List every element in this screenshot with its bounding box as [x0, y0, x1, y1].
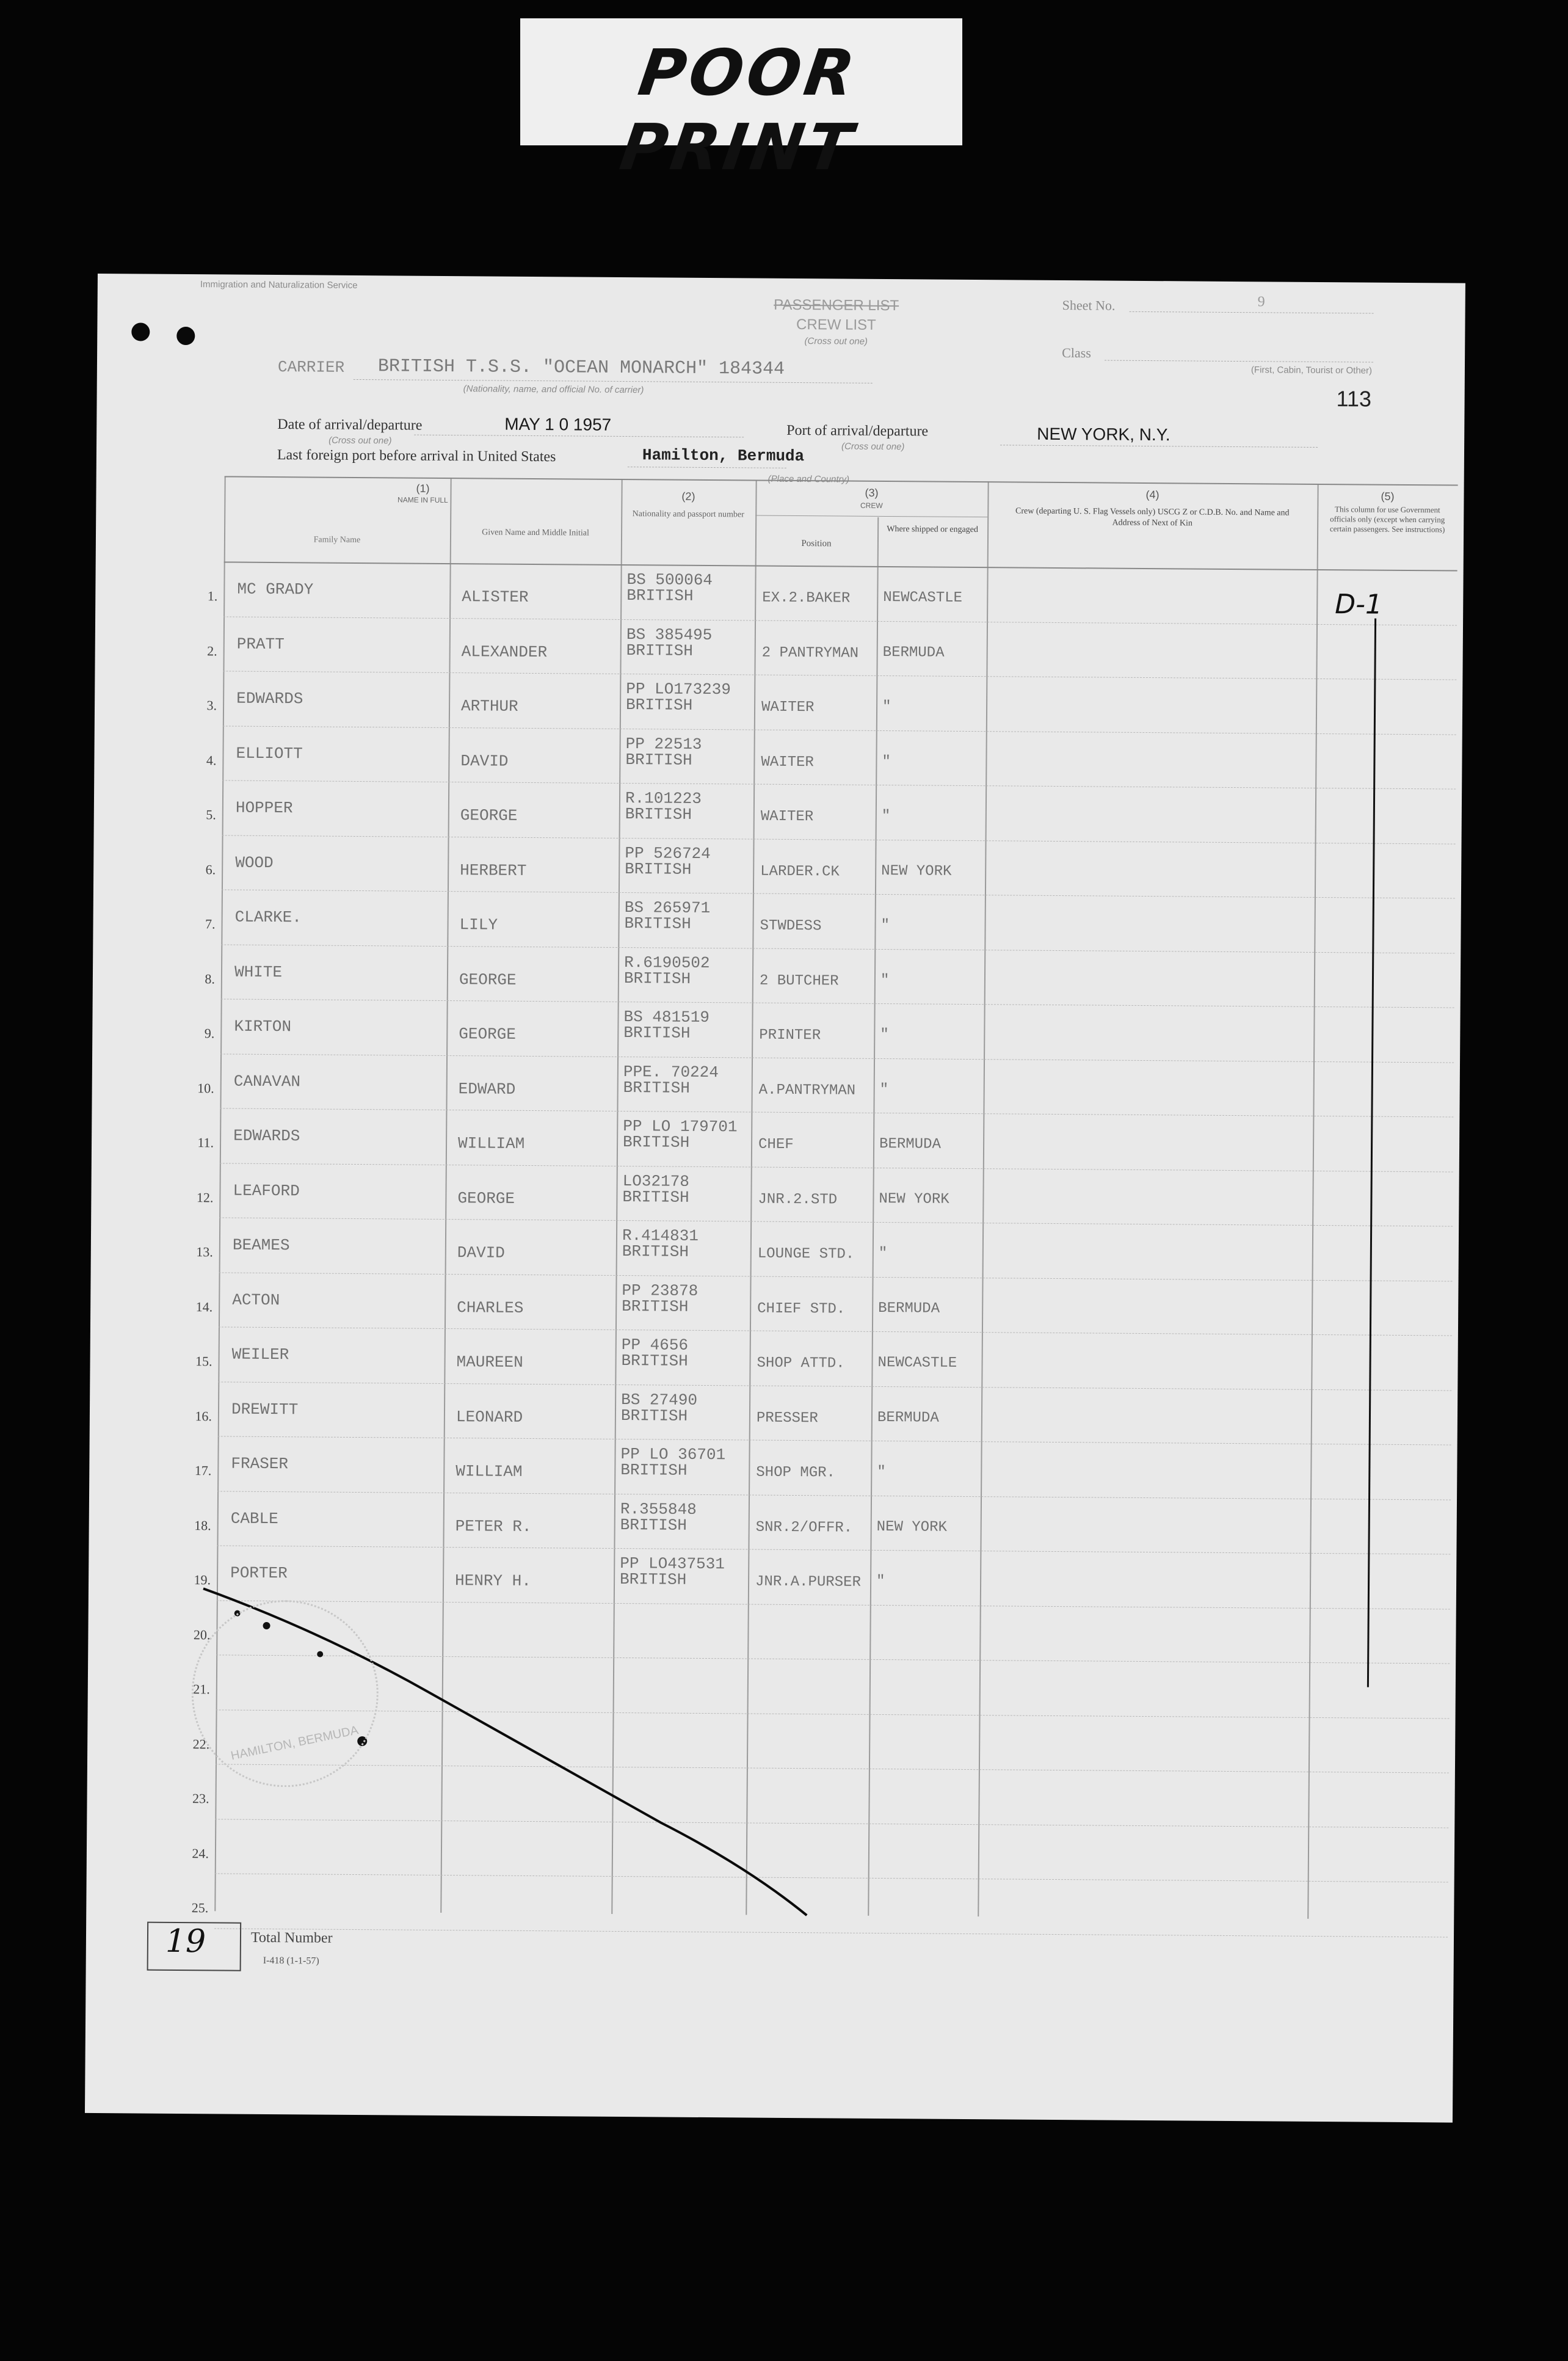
crew-position: JNR.2.STD [758, 1191, 838, 1208]
nationality: BRITISH [625, 696, 693, 715]
carrier-label: CARRIER [277, 358, 345, 377]
row-number: 14. [195, 1298, 213, 1314]
nationality: BRITISH [623, 1078, 691, 1097]
row-number: 5. [206, 807, 216, 823]
family-name: KIRTON [234, 1017, 292, 1036]
form-number: I-418 (1-1-57) [263, 1955, 319, 1966]
crew-list-sheet [85, 274, 1465, 2123]
crew-position: WAITER [761, 699, 815, 716]
crew-position: LARDER.CK [760, 863, 840, 881]
col3-title: CREW [860, 501, 883, 510]
row-number: 15. [195, 1353, 212, 1369]
crew-position: PRESSER [756, 1410, 818, 1427]
nationality: BRITISH [619, 1570, 687, 1589]
crew-position: LOUNGE STD. [757, 1245, 855, 1263]
nationality: BRITISH [624, 914, 691, 933]
nationality: BRITISH [622, 1133, 690, 1152]
row-number: 19. [194, 1572, 211, 1588]
family-name: MC GRADY [237, 580, 314, 599]
passenger-list-title: PASSENGER LIST [774, 296, 899, 315]
punch-hole-icon [176, 327, 195, 345]
row-separator [223, 616, 1457, 625]
given-name: GEORGE [460, 806, 518, 825]
row-number: 6. [205, 861, 216, 877]
crew-position: PRINTER [759, 1027, 821, 1044]
where-shipped: BERMUDA [882, 644, 945, 661]
row-number: 13. [196, 1244, 213, 1260]
passport-number: PPE. 70224 [623, 1062, 719, 1082]
passport-number: LO32178 [622, 1171, 689, 1191]
poor-print-label: POOR PRINT [615, 35, 863, 184]
row-separator [221, 999, 1454, 1008]
row-number: 17. [194, 1463, 212, 1479]
where-shipped: " [876, 1573, 885, 1590]
class-hint: (First, Cabin, Tourist or Other) [1250, 365, 1373, 376]
total-label: Total Number [250, 1929, 333, 1946]
passport-number: PP LO 179701 [623, 1117, 738, 1137]
nationality: BRITISH [620, 1461, 688, 1480]
class-line [1105, 360, 1373, 363]
col4-number: (4) [1145, 488, 1160, 501]
sheet-label: Sheet No. [1062, 297, 1116, 313]
where-shipped: " [877, 1463, 886, 1481]
last-port-value: Hamilton, Bermuda [642, 446, 805, 466]
col-border [868, 517, 879, 1916]
where-shipped: " [879, 1081, 889, 1098]
crew-position: STWDESS [760, 917, 822, 935]
given-name: HENRY H. [454, 1571, 532, 1591]
crew-position: CHEF [758, 1136, 794, 1153]
family-name: WEILER [231, 1345, 289, 1364]
row-number: 9. [204, 1025, 215, 1041]
table-header-border [224, 561, 1457, 571]
row-separator [218, 1436, 1451, 1445]
nationality: BRITISH [622, 1242, 689, 1261]
row-separator [221, 944, 1454, 953]
where-shipped: BERMUDA [877, 1409, 939, 1427]
row-separator [222, 780, 1456, 789]
crew-position: WAITER [760, 808, 814, 826]
title-hint: (Cross out one) [804, 336, 868, 347]
row-number: 21. [193, 1681, 210, 1697]
where-shipped: NEWCASTLE [883, 589, 963, 606]
row-number: 23. [192, 1791, 209, 1806]
row-separator [222, 835, 1456, 844]
passport-number: PP 23878 [622, 1281, 699, 1300]
crew-subheader-border [755, 515, 987, 518]
row-number: 24. [192, 1845, 209, 1861]
family-name: HOPPER [235, 798, 293, 818]
carrier-value: BRITISH T.S.S. "OCEAN MONARCH" 184344 [377, 356, 785, 380]
where-shipped: " [882, 698, 891, 716]
where-shipped: NEW YORK [881, 862, 952, 880]
given-name: DAVID [457, 1243, 505, 1262]
family-name: PRATT [236, 635, 285, 653]
carrier-hint: (Nationality, name, and official No. of carrier) [463, 384, 644, 396]
row-separator [223, 726, 1456, 735]
arrival-line [414, 435, 744, 438]
given-name: DAVID [460, 751, 509, 771]
where-shipped: " [881, 807, 891, 825]
port-label: Port of arrival/departure [786, 422, 929, 440]
sheet-line [1130, 311, 1374, 314]
port-line [1000, 445, 1318, 448]
row-number: 12. [196, 1189, 214, 1205]
last-port-line [628, 467, 786, 468]
given-name: CHARLES [457, 1298, 524, 1317]
row-number: 11. [197, 1135, 214, 1151]
row-number: 22. [192, 1736, 210, 1752]
nationality: BRITISH [625, 750, 692, 769]
passport-number: BS 27490 [621, 1390, 698, 1410]
row-number: 4. [206, 752, 217, 768]
family-name: ELLIOTT [236, 744, 303, 763]
passport-number: PP 526724 [625, 843, 711, 863]
passport-number: PP LO 36701 [620, 1445, 726, 1464]
passport-number: BS 481519 [623, 1008, 710, 1027]
col1-title: NAME IN FULL [397, 495, 448, 505]
passport-number: PP LO173239 [626, 680, 731, 699]
crew-position: EX.2.BAKER [762, 589, 851, 607]
crew-position: SNR.2/OFFR. [755, 1519, 853, 1537]
given-name: HERBERT [460, 860, 527, 880]
crew-position: 2 PANTRYMAN [761, 644, 859, 662]
where-shipped: " [882, 753, 891, 770]
given-name: WILLIAM [457, 1134, 525, 1153]
arrival-hint: (Cross out one) [328, 435, 392, 446]
family-name: WHITE [234, 962, 283, 981]
family-name: PORTER [230, 1563, 288, 1583]
col3a-header: Position [801, 539, 832, 549]
where-shipped: NEW YORK [876, 1518, 948, 1536]
crew-position: CHIEF STD. [757, 1300, 846, 1318]
family-name: CLARKE. [234, 908, 302, 927]
where-shipped: NEW YORK [879, 1190, 949, 1208]
nationality: BRITISH [620, 1406, 688, 1425]
nationality: BRITISH [626, 641, 694, 660]
where-shipped: BERMUDA [879, 1135, 941, 1153]
row-separator [219, 1217, 1453, 1226]
col1b-header: Given Name and Middle Initial [482, 528, 589, 538]
nationality: BRITISH [622, 1187, 689, 1207]
arrival-label: Date of arrival/departure [277, 417, 423, 434]
crew-list-title: CREW LIST [796, 316, 876, 333]
crew-position: SHOP ATTD. [757, 1355, 845, 1372]
col2-number: (2) [681, 490, 695, 503]
crew-position: WAITER [761, 754, 814, 771]
passport-number: PP LO437531 [620, 1554, 725, 1574]
family-name: WOOD [235, 853, 274, 872]
d1-mark: D-1 [1335, 589, 1383, 620]
row-number: 10. [197, 1080, 214, 1096]
col4-title: Crew (departing U. S. Flag Vessels only) USCG Z or C.D.B. No. and Name and Address of Next of Kin [1015, 506, 1290, 528]
passport-number: BS 265971 [624, 898, 711, 918]
row-number: 8. [205, 970, 216, 986]
agency-name: Immigration and Naturalization Service [200, 279, 358, 291]
given-name: PETER R. [455, 1516, 532, 1536]
carrier-line [354, 379, 873, 384]
row-separator [218, 1381, 1451, 1391]
family-name: FRASER [231, 1454, 289, 1474]
nationality: BRITISH [621, 1351, 688, 1370]
seal-stamp-icon [191, 1599, 379, 1788]
where-shipped: " [878, 1245, 888, 1262]
row-separator [220, 1163, 1453, 1172]
nationality: BRITISH [623, 1024, 691, 1042]
passport-number: R.414831 [622, 1226, 699, 1245]
where-shipped: " [880, 972, 890, 989]
row-separator [220, 1108, 1453, 1117]
family-name: EDWARDS [236, 689, 303, 708]
row-separator [217, 1545, 1450, 1554]
sheet-number: 9 [1257, 294, 1265, 310]
passport-number: PP 22513 [625, 734, 702, 754]
family-name: BEAMES [232, 1235, 290, 1255]
col3b-header: Where shipped or engaged [887, 525, 978, 535]
family-name: EDWARDS [233, 1126, 300, 1146]
nationality: BRITISH [625, 859, 692, 879]
row-number: 3. [206, 697, 217, 713]
given-name: GEORGE [459, 1025, 517, 1044]
col-border [978, 481, 989, 1916]
nationality: BRITISH [625, 805, 692, 824]
family-name: DREWITT [231, 1400, 299, 1419]
row-number: 1. [207, 588, 218, 604]
last-port-label: Last foreign port before arrival in United States [277, 447, 556, 465]
where-shipped: " [880, 1026, 889, 1044]
col2-title: Nationality and passport number [632, 509, 744, 520]
crew-position: A.PANTRYMAN [758, 1082, 856, 1099]
row-number: 2. [207, 642, 217, 658]
given-name: ARTHUR [460, 697, 518, 716]
where-shipped: " [880, 917, 890, 934]
given-name: MAUREEN [456, 1353, 523, 1372]
col1-number: (1) [416, 482, 430, 495]
row-number: 7. [205, 916, 216, 932]
row-number: 25. [191, 1900, 209, 1916]
given-name: EDWARD [458, 1079, 516, 1099]
row-separator [220, 1053, 1454, 1063]
family-name: LEAFORD [233, 1181, 300, 1200]
poor-print-label-card [520, 18, 962, 184]
col5-number: (5) [1381, 490, 1395, 503]
port-value: NEW YORK, N.Y. [1037, 424, 1171, 445]
passport-number: R.355848 [620, 1499, 697, 1519]
nationality: BRITISH [626, 586, 694, 605]
where-shipped: NEWCASTLE [877, 1354, 957, 1372]
seal-text: HAMILTON, BERMUDA [230, 1723, 360, 1763]
given-name: WILLIAM [456, 1462, 523, 1481]
nationality: BRITISH [622, 1297, 689, 1316]
page-number: 113 [1336, 386, 1372, 412]
col5-title: This column for use Government officials only (except when carrying certain passengers. See instructions) [1329, 504, 1445, 534]
given-name: ALEXANDER [461, 642, 548, 661]
where-shipped: BERMUDA [878, 1300, 940, 1317]
family-name: CABLE [230, 1509, 278, 1528]
row-number: 20. [193, 1626, 211, 1642]
passport-number: R.6190502 [624, 953, 710, 972]
row-separator [219, 1326, 1452, 1336]
row-separator [222, 889, 1455, 898]
col3-number: (3) [865, 486, 879, 499]
total-value: 19 [165, 1923, 206, 1960]
port-hint: (Cross out one) [841, 441, 905, 453]
given-name: LEONARD [456, 1407, 523, 1427]
given-name: GEORGE [459, 970, 517, 989]
crew-position: 2 BUTCHER [759, 972, 839, 990]
handwritten-vertical-line [1367, 619, 1376, 1687]
crew-position: SHOP MGR. [756, 1464, 836, 1482]
last-port-hint: (Place and Country) [768, 473, 850, 485]
row-number: 16. [195, 1408, 212, 1424]
given-name: GEORGE [457, 1188, 515, 1208]
row-separator [223, 671, 1456, 680]
nationality: BRITISH [623, 969, 691, 988]
row-separator [217, 1491, 1451, 1500]
family-name: ACTON [232, 1290, 280, 1309]
class-label: Class [1062, 345, 1091, 361]
row-separator [219, 1272, 1453, 1281]
given-name: ALISTER [462, 588, 529, 606]
nationality: BRITISH [620, 1515, 688, 1535]
family-name: CANAVAN [233, 1072, 301, 1091]
given-name: LILY [459, 915, 498, 934]
passport-number: PP 4656 [621, 1336, 689, 1355]
col1a-header: Family Name [313, 535, 361, 545]
crew-position: JNR.A.PURSER [755, 1573, 861, 1591]
row-number: 18. [194, 1517, 211, 1533]
arrival-date: MAY 1 0 1957 [504, 414, 612, 434]
passport-number: BS 385495 [626, 625, 713, 644]
passport-number: R.101223 [625, 789, 702, 808]
col-border [1307, 484, 1318, 1919]
passport-number: BS 500064 [626, 570, 713, 590]
punch-hole-icon [131, 322, 150, 341]
